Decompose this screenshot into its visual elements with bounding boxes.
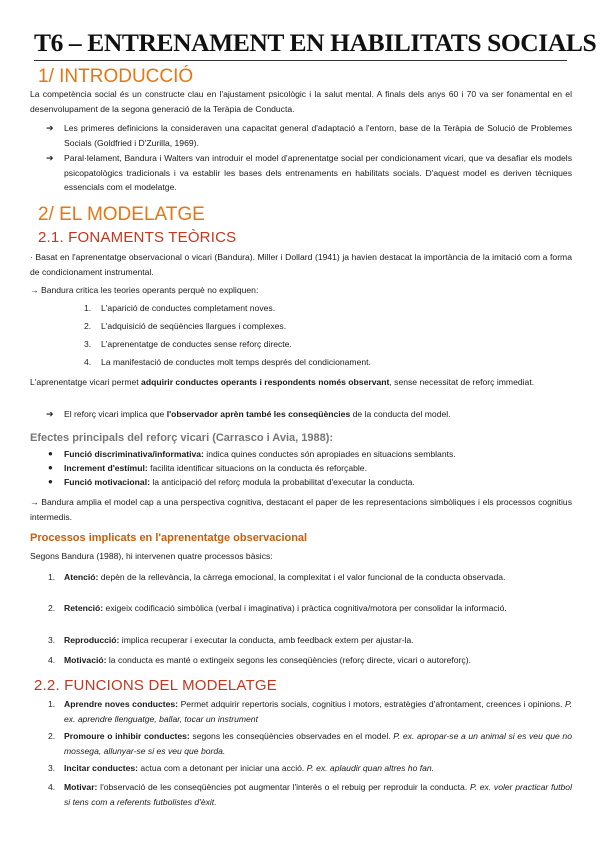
reforc-text-end: de la conducta del model. — [350, 409, 451, 419]
efecte-key: Funció motivacional: — [64, 477, 150, 487]
vicari-text-end: , sense necessitat de reforç immediat. — [389, 377, 535, 387]
intro-arrow-item-1: Les primeres definicions la consideraven una capacitat general d'adaptació a l'entorn, base de la Teràpia de Solució de Problemes Socials (Goldfried i D'Zurilla, 1969). — [64, 123, 572, 148]
section-1-heading: 1/ INTRODUCCIÓ — [38, 66, 194, 87]
efecte-key: Funció discriminativa/informativa: — [64, 449, 204, 459]
funcio-item — [64, 761, 572, 776]
proces-key: Atenció: — [64, 572, 99, 582]
list-number: 2. — [84, 321, 92, 331]
vicari-emphasis: adquirir conductes operants i respondents només observant — [141, 377, 390, 387]
efecte-text: facilita identificar situacions on la conducta és reforçable. — [147, 463, 367, 473]
subsection-2-1-heading: 2.1. FONAMENTS TEÒRICS — [38, 229, 237, 246]
reforc-text: El reforç vicari implica que — [64, 409, 167, 419]
section-2-heading: 2/ EL MODELATGE — [38, 204, 205, 225]
proces-item — [64, 653, 572, 668]
reforc-emphasis: l'observador aprèn també les conseqüències — [166, 409, 351, 419]
funcio-example: P. ex. aplaudir quan altres ho fan. — [306, 763, 435, 773]
list-item: L'aparició de conductes completament noves. — [101, 303, 276, 313]
amplia-paragraph: → Bandura amplia el model cap a una perspectiva cognitiva, destacant el paper de les representacions simbòliques i els processos cognitius intermedis. — [30, 497, 572, 522]
document-title: T6 – ENTRENAMENT EN HABILITATS SOCIALS — [34, 28, 597, 57]
list-item: L'aprenentatge de conductes sense reforç directe. — [101, 339, 292, 349]
funcio-key: Promoure o inhibir conductes: — [64, 731, 190, 741]
funcio-key: Incitar conductes: — [64, 763, 139, 773]
proces-text: implica recuperar i executar la conducta, amb feedback extern per ajustar-la. — [119, 635, 414, 645]
proces-item — [64, 601, 572, 616]
funcio-example: P. ex. voler practicar futbol si tens com a referents futbolistes d'èxit. — [64, 782, 572, 807]
list-number: 2. — [48, 603, 56, 613]
efecte-item — [64, 461, 572, 476]
list-number: 3. — [48, 635, 56, 645]
list-number: 1. — [84, 303, 92, 313]
efecte-text: indica quines conductes són apropiades en situacions semblants. — [203, 449, 456, 459]
list-number: 4. — [48, 782, 56, 792]
proces-text: exigeix codificació simbòlica (verbal i imaginativa) i pràctica cognitiva/motora per consolidar la informació. — [103, 603, 507, 613]
arrow-bullet-icon: ➔ — [46, 153, 54, 163]
vicari-paragraph — [30, 375, 572, 390]
basat-paragraph: · Basat en l'aprenentatge observacional o vicari (Bandura). Miller i Dollard (1941) ja havien destacat la importància de la imitació com a forma de condicionament instrumental. — [30, 252, 572, 277]
funcio-key: Aprendre noves conductes: — [64, 699, 179, 709]
funcio-text: actua com a detonant per iniciar una acció. — [138, 763, 307, 773]
efecte-item — [64, 475, 572, 490]
funcio-item — [64, 697, 572, 726]
funcio-text: segons les conseqüències observades en el model. — [189, 731, 394, 741]
funcio-example: P. ex. apropar-se a un animal si es veu que no mossega, allunyar-se si es veu que borda. — [64, 731, 572, 756]
arrow-bullet-icon: ➔ — [46, 123, 54, 133]
list-number: 4. — [48, 655, 56, 665]
proces-key: Retenció: — [64, 603, 104, 613]
funcio-example: P. ex. aprendre llenguatge, ballar, tocar un instrument — [64, 699, 573, 724]
proces-key: Reproducció: — [64, 635, 120, 645]
intro-paragraph: La competència social és un constructe clau en l'ajustament psicològic i la salut mental. A finals dels anys 60 i 70 va ser fonamental en el desenvolupament de la segona generació de la Teràpia de Conducta. — [30, 89, 572, 114]
list-number: 2. — [48, 731, 56, 741]
efecte-item — [64, 447, 572, 462]
subsection-2-2-heading: 2.2. FUNCIONS DEL MODELATGE — [34, 677, 277, 694]
processos-heading: Processos implicats en l'aprenentatge observacional — [30, 532, 308, 544]
critica-line: → Bandura critica les teories operants perquè no expliquen: — [30, 285, 259, 295]
list-number: 4. — [84, 357, 92, 367]
arrow-bullet-icon: ➔ — [46, 409, 54, 419]
vicari-text: L'aprenentatge vicari permet — [30, 377, 142, 387]
proces-item — [64, 633, 572, 648]
title-underline — [34, 60, 567, 61]
efectes-heading: Efectes principals del reforç vicari (Carrasco i Avia, 1988): — [30, 432, 334, 444]
proces-key: Motivació: — [64, 655, 107, 665]
funcio-text: Permet adquirir repertoris socials, cognitius i motors, estratègies d'afrontament, creences i opinions. — [178, 699, 565, 709]
funcio-item — [64, 780, 572, 809]
bullet-dot-icon: ● — [48, 463, 53, 472]
segons-line: Segons Bandura (1988), hi intervenen quatre processos bàsics: — [30, 551, 273, 561]
proces-item — [64, 570, 572, 585]
funcio-item — [64, 729, 572, 758]
proces-text: la conducta es manté o extingeix segons les conseqüències (reforç directe, vicari o autoreforç). — [106, 655, 471, 665]
efecte-key: Increment d'estímul: — [64, 463, 148, 473]
list-item: La manifestació de conductes molt temps després del condicionament. — [101, 357, 371, 367]
bullet-dot-icon: ● — [48, 477, 53, 486]
funcio-text: l'observació de les conseqüències pot augmentar l'interès o el rebuig per reproduir la conducta. — [97, 782, 470, 792]
list-number: 1. — [48, 572, 56, 582]
list-item: L'adquisició de seqüències llargues i complexes. — [101, 321, 287, 331]
proces-text: depèn de la rellevància, la càrrega emocional, la complexitat i el valor funcional de la conducta observada. — [98, 572, 506, 582]
list-number: 1. — [48, 699, 56, 709]
list-number: 3. — [48, 763, 56, 773]
bullet-dot-icon: ● — [48, 449, 53, 458]
intro-arrow-item-2: Paral·lelament, Bandura i Walters van introduir el model d'aprenentatge social per condicionament vicari, que va desafiar els models psicopatològics tradicionals i va establir les bases dels entrenaments en habilitats socials. D'aquest model es deriven tècniques essencials com el modelatge. — [64, 153, 572, 192]
funcio-key: Motivar: — [64, 782, 98, 792]
list-number: 3. — [84, 339, 92, 349]
efecte-text: la anticipació del reforç modula la probabilitat d'executar la conducta. — [149, 477, 415, 487]
reforc-vicari-item — [64, 407, 572, 422]
